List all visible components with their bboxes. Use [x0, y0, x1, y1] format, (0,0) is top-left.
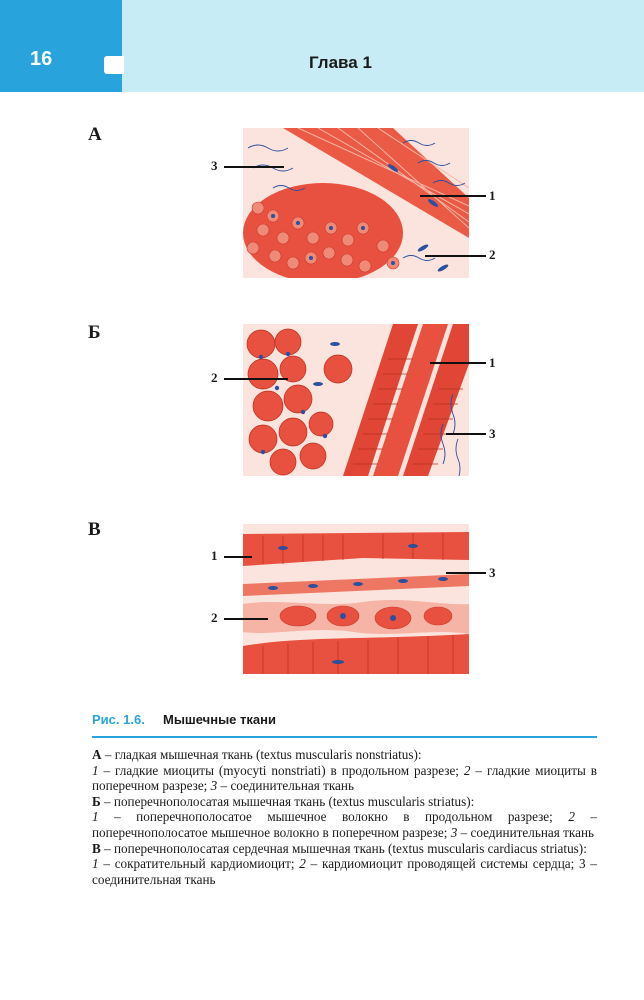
- page-number: 16: [30, 48, 53, 70]
- label-c-3: 3: [489, 565, 496, 580]
- panel-c-letter: В: [88, 519, 101, 540]
- micrograph-striated-muscle: [243, 324, 469, 476]
- panel-a-letter: А: [88, 124, 102, 145]
- legend-paragraph-b-items: 1 – поперечнополосатое мышечное волокно в продольном разрезе; 2 – поперечнополосатое мышечное волокно в поперечном разрезе; 3 – соединительная ткань: [92, 809, 597, 840]
- label-b-2: 2: [211, 370, 218, 385]
- label-c-1: 1: [211, 548, 218, 563]
- panel-b-letter: Б: [88, 322, 101, 343]
- label-b-3: 3: [489, 426, 496, 441]
- page-number-block: [0, 0, 122, 92]
- legend-paragraph-a-items: 1 – гладкие миоциты (myocyti nonstriati) в продольном разрезе; 2 – гладкие миоциты в поперечном разрезе; 3 – соединительная ткань: [92, 762, 597, 794]
- label-c-2: 2: [211, 610, 218, 625]
- chapter-title: Глава 1: [309, 53, 372, 72]
- legend-paragraph-c: В – поперечнополосатая сердечная мышечная ткань (textus muscularis cardiacus striatus):: [92, 840, 587, 856]
- legend-paragraph-b: Б – поперечнополосатая мышечная ткань (textus muscularis striatus):: [92, 793, 475, 809]
- header-notch: [104, 56, 124, 74]
- legend-paragraph-a: А – гладкая мышечная ткань (textus muscularis nonstriatus):: [92, 747, 422, 762]
- leader-line: [224, 378, 288, 380]
- leader-line: [446, 433, 486, 435]
- label-a-1: 1: [489, 188, 496, 203]
- label-a-3: 3: [211, 158, 218, 173]
- micrograph-cardiac-muscle: [243, 524, 469, 674]
- leader-line: [446, 572, 486, 574]
- leader-line: [420, 195, 486, 197]
- label-b-1: 1: [489, 355, 496, 370]
- figure-title: Мышечные ткани: [163, 712, 276, 727]
- leader-line: [224, 618, 268, 620]
- leader-line: [425, 255, 486, 257]
- caption-rule: [92, 736, 597, 738]
- leader-line: [224, 166, 284, 168]
- figure-number: Рис. 1.6.: [92, 712, 145, 727]
- label-a-2: 2: [489, 247, 496, 262]
- legend-paragraph-c-items: 1 – сократительный кардиомиоцит; 2 – кардиомиоцит проводящей системы сердца; 3 – соединительная ткань: [92, 856, 597, 887]
- leader-line: [430, 362, 486, 364]
- figure-legend: [92, 747, 597, 887]
- leader-line: [224, 556, 252, 558]
